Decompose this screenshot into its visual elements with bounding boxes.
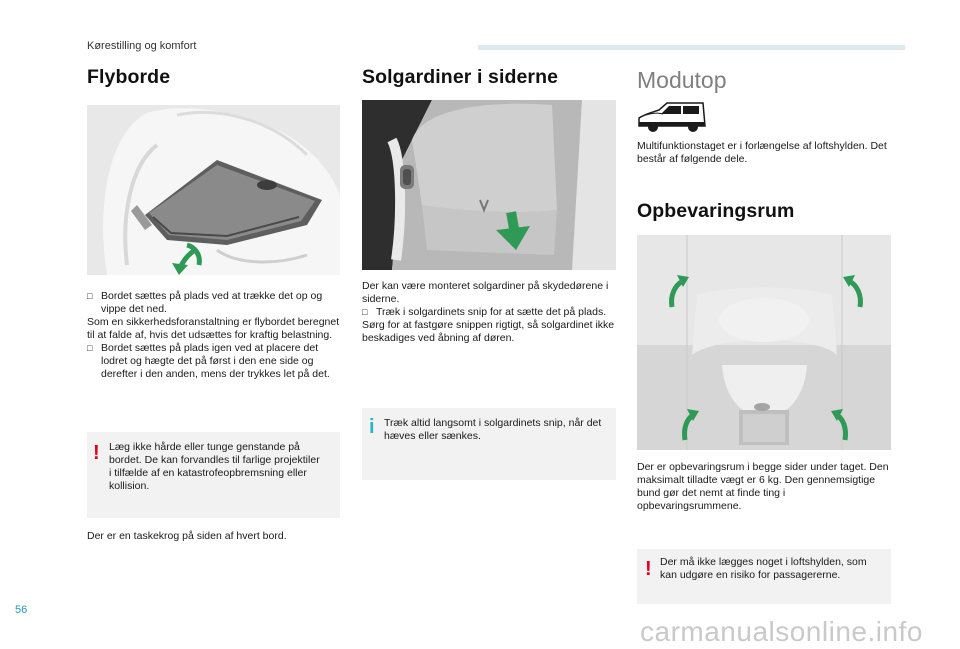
info-box [362,408,616,480]
storage-illustration [637,235,891,450]
warning-exclamation-icon: ! [645,558,652,580]
sunblind-illustration [362,100,616,270]
opbevaringsrum-title: Opbevaringsrum [637,200,795,222]
opbevaringsrum-text: Der er opbevaringsrum i begge sider under taget. Den maksimalt tilladte vægt er 6 kg. Den gennemsigtige bund gør det nemt at finde ting i opbevaringsrummene. [637,461,889,512]
section-label: Kørestilling og komfort [87,40,197,52]
header-bar [478,45,905,50]
bullet-arrow-icon: □ [362,307,368,317]
body-text: Som en sikkerhedsforanstaltning er flybordet beregnet til at falde af, hvis det udsættes for kraftig belastning. [87,316,340,341]
body-text: Sørg for at fastgøre snippen rigtigt, så solgardinet ikke beskadiges ved åbning af døren. [362,319,615,344]
warning-text: Der må ikke lægges noget i loftshylden, som kan udgøre en risiko for passagererne. [660,556,867,581]
footer-text: Der er en taskekrog på siden af hvert bord. [87,530,287,542]
bullet-text: Bordet sættes på plads igen ved at placere det lodret og hægte det på først i den ene side og derefter i den anden, mens der trykkes let på det. [101,342,330,380]
info-icon: i [369,416,375,438]
modutop-title: Modutop [637,67,727,93]
info-text: Træk altid langsomt i solgardinets snip, når det hæves eller sænkes. [384,417,602,442]
body-text: Der kan være monteret solgardiner på skydedørene i siderne. [362,280,609,305]
solgardiner-title: Solgardiner i siderne [362,66,559,88]
bullet-item [87,290,341,316]
warning-text: Læg ikke hårde eller tunge genstande på bordet. De kan forvandles til farlige projektiler i tilfælde af en katastrofeopbremsning eller kollision. [109,441,320,492]
car-silhouette-icon [637,100,707,134]
warning-box [637,549,891,604]
warning-box [87,432,340,518]
solgardiner-text [362,280,616,345]
flyborde-title: Flyborde [87,66,171,88]
bullet-item [362,306,616,319]
modutop-intro: Multifunktionstaget er i forlængelse af loftshylden. Det består af følgende dele. [637,140,887,165]
bullet-arrow-icon: □ [87,291,93,301]
bullet-text: Træk i solgardinets snip for at sætte det på plads. [376,306,607,318]
watermark: carmanualsonline.info [640,616,923,647]
bullet-item [87,342,341,381]
tray-table-illustration [87,105,340,275]
bullet-arrow-icon: □ [87,343,93,353]
bullet-text: Bordet sættes på plads ved at trække det op og vippe det ned. [101,290,323,315]
warning-exclamation-icon: ! [93,442,100,464]
flyborde-text [87,290,341,381]
page-number: 56 [15,604,28,616]
